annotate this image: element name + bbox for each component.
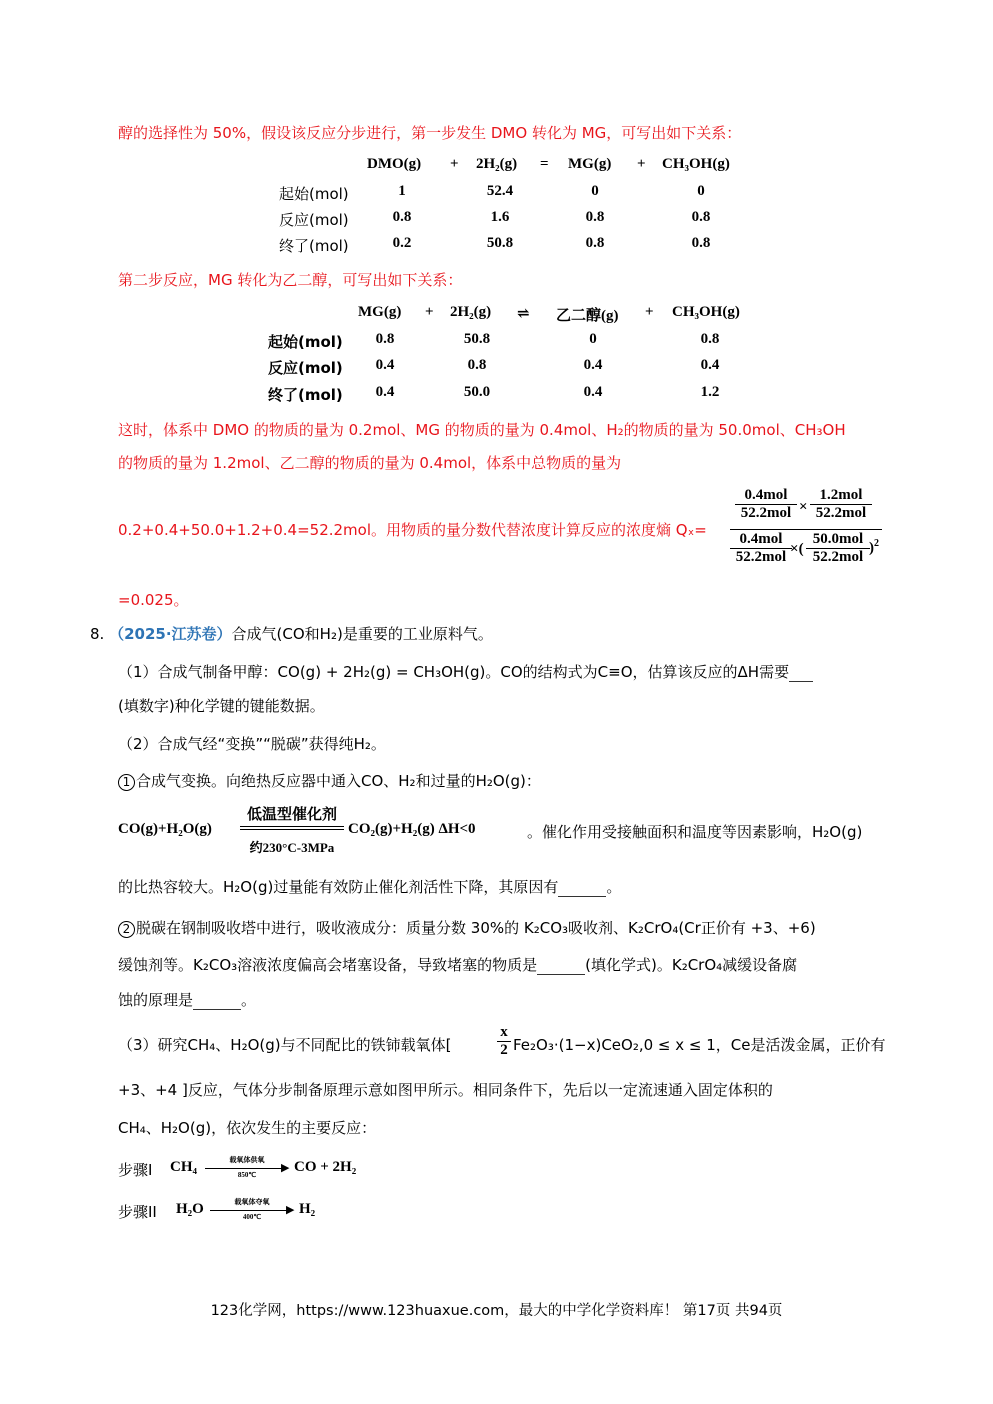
question-number: 8. <box>90 625 105 643</box>
paragraph-amounts-1: 这时，体系中 DMO 的物质的量为 0.2mol、MG 的物质的量为 0.4mol、H₂的物质的量为 50.0mol、CH₃OH <box>118 421 846 439</box>
part3-line1b: Fe₂O₃·(1−x)CeO₂,0 ≤ x ≤ 1，Ce是活泼金属，正价有 <box>513 1036 886 1054</box>
table1-cell: 0.8 <box>691 235 711 251</box>
table1-header-ch3oh: CH₃OH(g) <box>662 156 730 172</box>
frac-n2-den: 52.2mol <box>815 505 867 521</box>
table2-cell: 0.8 <box>700 331 720 347</box>
rxn-conditions: 约230°C-3MPa <box>249 840 335 855</box>
rxn-double-line <box>240 826 344 830</box>
table2-cell: 0.4 <box>700 357 720 373</box>
frac-d1-den: 52.2mol <box>735 549 787 565</box>
question-8-header <box>90 623 493 644</box>
sub2-text: 脱碳在钢制吸收塔中进行，吸收液成分：质量分数 30%的 K₂CO₃吸收剂、K₂CrO₄(Cr正价有 +3、+6) <box>136 919 816 937</box>
table2-header-equilibrium: ⇌ <box>517 306 530 322</box>
part3-line3: CH₄、H₂O(g)，依次发生的主要反应： <box>118 1119 377 1137</box>
part1-line1 <box>118 661 813 682</box>
frac-d2-num: 50.0mol <box>806 531 870 549</box>
table1-cell: 1.6 <box>490 209 510 225</box>
main-fraction-bar <box>730 529 882 530</box>
frac-d1 <box>730 531 792 566</box>
table1-cell: 0 <box>591 183 599 199</box>
table1-cell: 0.8 <box>691 209 711 225</box>
table1-header-plus1: + <box>450 156 459 172</box>
paragraph-amounts-2: 的物质的量为 1.2mol、乙二醇的物质的量为 0.4mol，体系中总物质的量为 <box>118 454 622 472</box>
sub2-line3-text: 蚀的原理是 <box>118 991 194 1009</box>
part3-fraction <box>497 1024 511 1059</box>
sub2-line2 <box>118 954 797 975</box>
page-footer: 123化学网，https://www.123huaxue.com，最大的中学化学资料库！ 第17页 共94页 <box>210 1303 783 1319</box>
sub1-line2 <box>118 876 621 897</box>
table2-cell: 50.0 <box>463 384 491 400</box>
sub2-line1 <box>118 917 816 938</box>
table1-cell: 50.8 <box>486 235 514 251</box>
part1-line2: (填数字)种化学键的键能数据。 <box>118 697 325 715</box>
table1-row-label: 起始(mol) <box>279 185 349 203</box>
step1-top: 载氧体供氧 <box>229 1156 265 1164</box>
step2-arrow <box>210 1210 290 1211</box>
sub2-line2-end: (填化学式)。K₂CrO₄减缓设备腐 <box>585 956 798 974</box>
table2-cell: 0.4 <box>583 384 603 400</box>
table1-header-h2: 2H₂(g) <box>476 156 518 172</box>
frac-n1-den: 52.2mol <box>740 505 792 521</box>
table1-row-label: 反应(mol) <box>279 211 349 229</box>
sub2-line2-text: 缓蚀剂等。K₂CO₃溶液浓度偏高会堵塞设备，导致堵塞的物质是 <box>118 956 538 974</box>
table1-header-plus2: + <box>637 156 646 172</box>
frac-n1-num: 0.4mol <box>735 487 797 505</box>
table2-cell: 0 <box>589 331 597 347</box>
part3-frac-den: 2 <box>500 1042 508 1058</box>
table1-header-dmo: DMO(g) <box>367 156 422 172</box>
frac-times-2: ×( <box>790 541 804 557</box>
frac-n2 <box>810 487 872 522</box>
frac-close-paren: )$^2$ <box>869 538 879 556</box>
table2-cell: 50.8 <box>463 331 491 347</box>
table2-row-label: 起始(mol) <box>268 333 343 351</box>
step1-left: CH₄ <box>170 1159 197 1175</box>
table2-header-ch3oh: CH₃OH(g) <box>672 304 740 320</box>
frac-d2-den: 52.2mol <box>812 549 864 565</box>
table2-row-label: 反应(mol) <box>268 359 343 377</box>
step2-left: H₂O <box>176 1201 204 1217</box>
times-sign: × <box>790 541 799 557</box>
sub2-line3-end: 。 <box>241 991 257 1009</box>
part3-frac-num: x <box>497 1024 511 1042</box>
table1-cell: 0.8 <box>585 209 605 225</box>
table1-header-equals: = <box>540 156 549 172</box>
power: 2 <box>874 538 879 549</box>
question-source: （2025·江苏卷） <box>109 625 232 643</box>
table1-cell: 0.8 <box>585 235 605 251</box>
sub1-line2-text: 的比热容较大。H₂O(g)过量能有效防止催化剂活性下降，其原因有 <box>118 878 559 896</box>
table1-cell: 1 <box>398 183 406 199</box>
sub1-title <box>118 770 541 791</box>
part1-text: （1）合成气制备甲醇：CO(g) + 2H₂(g) = CH₃OH(g)。CO的结构式为C≡O，估算该反应的ΔH需要 <box>118 663 790 681</box>
sub2-line3 <box>118 989 256 1010</box>
answer-blank-2[interactable] <box>558 878 606 897</box>
paragraph-intro: 醇的选择性为 50%，假设该反应分步进行，第一步发生 DMO 转化为 MG，可写出如下关系： <box>118 124 742 142</box>
step2-bottom: 400℃ <box>242 1213 262 1221</box>
step1-arrow-head-icon: ▶ <box>281 1161 290 1174</box>
question-intro: 合成气(CO和H₂)是重要的工业原料气。 <box>231 625 493 643</box>
table1-row-label: 终了(mol) <box>279 237 349 255</box>
rxn-right: CO₂(g)+H₂(g) ΔH<0 <box>348 821 476 837</box>
answer-blank-1[interactable] <box>789 663 813 682</box>
frac-d1-num: 0.4mol <box>730 531 792 549</box>
table2-cell: 0.4 <box>375 357 395 373</box>
table2-cell: 1.2 <box>700 384 720 400</box>
frac-times-1: × <box>799 499 808 515</box>
table2-header-h2: 2H₂(g) <box>450 304 492 320</box>
table1-cell: 0.2 <box>392 235 412 251</box>
rxn-left: CO(g)+H₂O(g) <box>118 821 212 837</box>
table2-row-label: 终了(mol) <box>268 386 343 404</box>
table2-cell: 0.8 <box>375 331 395 347</box>
rxn-catalyst: 低温型催化剂 <box>246 807 337 823</box>
table2-cell: 0.4 <box>375 384 395 400</box>
table2-header-plus2: + <box>645 304 654 320</box>
sub1-text: 合成气变换。向绝热反应器中通入CO、H₂和过量的H₂O(g)： <box>136 772 541 790</box>
frac-d2 <box>806 531 870 566</box>
table1-header-mg: MG(g) <box>568 156 612 172</box>
table1-cell: 0.8 <box>392 209 412 225</box>
table1-cell: 52.4 <box>486 183 514 199</box>
sub1-continued: 。催化作用受接触面积和温度等因素影响，H₂O(g) <box>527 823 863 841</box>
table2-header-plus1: + <box>425 304 434 320</box>
part2-title: （2）合成气经“变换”“脱碳”获得纯H₂。 <box>118 735 386 753</box>
table1-cell: 0 <box>697 183 705 199</box>
paragraph-step2: 第二步反应，MG 转化为乙二醇，可写出如下关系： <box>118 271 463 289</box>
circled-2-icon: 2 <box>118 921 135 938</box>
step1-label: 步骤I <box>118 1161 153 1179</box>
paragraph-qx: 0.2+0.4+50.0+1.2+0.4=52.2mol。用物质的量分数代替浓度计算反应的浓度熵 Qₓ= <box>118 521 707 539</box>
step2-top: 载氧体夺氧 <box>234 1198 270 1206</box>
table2-cell: 0.4 <box>583 357 603 373</box>
table2-header-glycol: 乙二醇(g) <box>556 308 619 324</box>
step2-right: H₂ <box>299 1201 316 1217</box>
step1-arrow <box>205 1168 285 1169</box>
step2-label: 步骤II <box>118 1203 157 1221</box>
sub1-line2-end: 。 <box>606 878 622 896</box>
part3-line1a: （3）研究CH₄、H₂O(g)与不同配比的铁铈载氧体[ <box>118 1036 452 1054</box>
step1-bottom: 850℃ <box>237 1171 257 1179</box>
table2-cell: 0.8 <box>467 357 487 373</box>
answer-blank-3[interactable] <box>537 956 585 975</box>
circled-1-icon: 1 <box>118 774 135 791</box>
table2-header-mg: MG(g) <box>358 304 402 320</box>
step2-arrow-head-icon: ▶ <box>286 1203 295 1216</box>
answer-blank-4[interactable] <box>193 991 241 1010</box>
frac-n2-num: 1.2mol <box>810 487 872 505</box>
part3-line2: +3、+4 ]反应，气体分步制备原理示意如图甲所示。相同条件下，先后以一定流速通入固定体积的 <box>118 1081 773 1099</box>
step1-right: CO + 2H₂ <box>294 1159 357 1175</box>
paragraph-result: =0.025。 <box>118 591 189 609</box>
frac-n1 <box>735 487 797 522</box>
